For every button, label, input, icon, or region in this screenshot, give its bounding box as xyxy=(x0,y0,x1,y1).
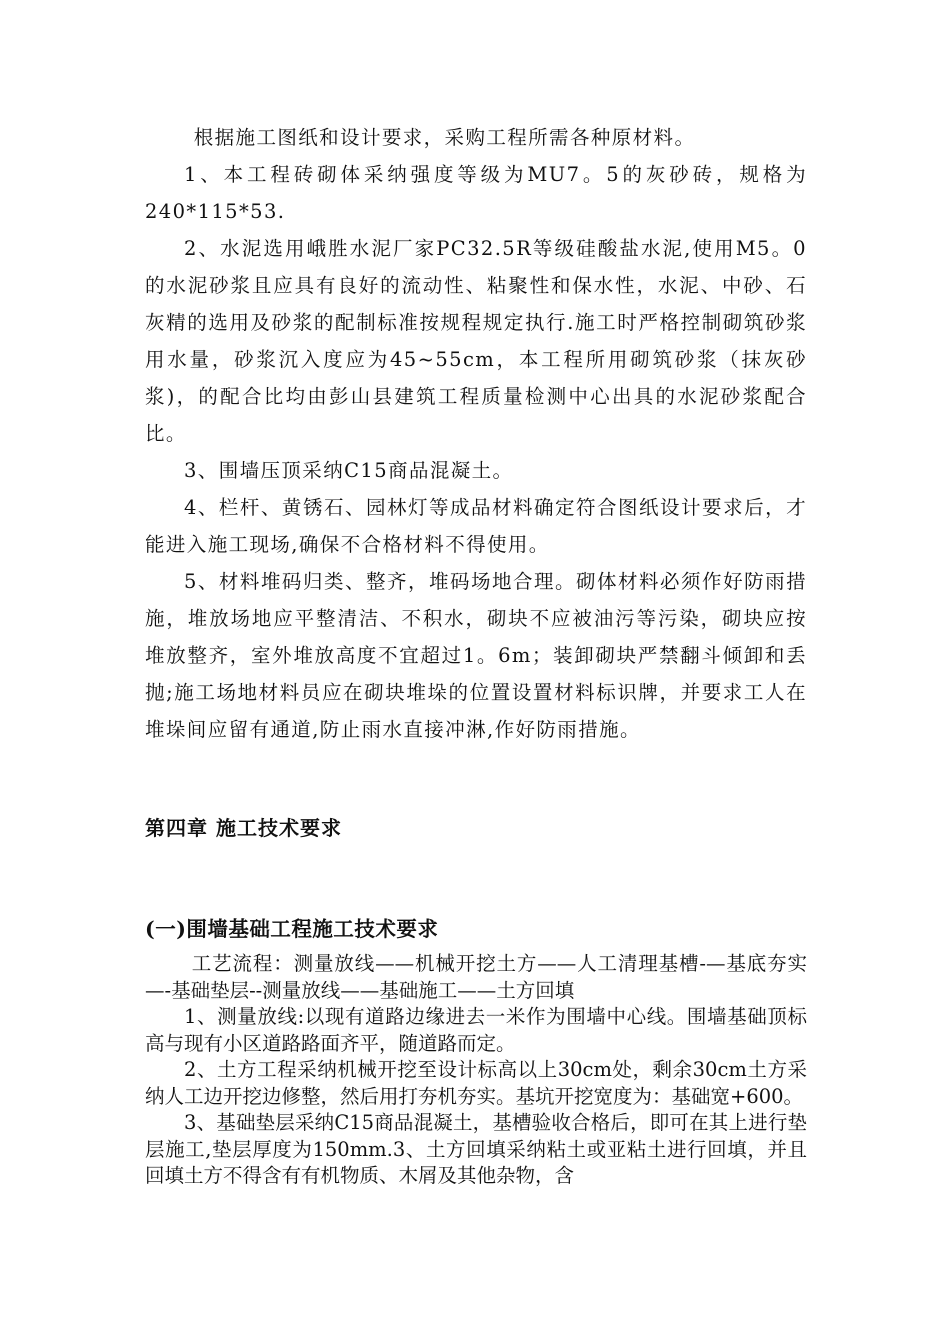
material-stacking-paragraph: 5、材料堆码归类、整齐，堆码场地合理。砌体材料必须作好防雨措施，堆放场地应平整清洁、不积水，砌块不应被油污等污染，砌块应按堆放整齐，室外堆放高度不宜超过1。6m；装卸砌块严禁翻斗倾卸和丢抛;施工场地材料员应在砌块堆垛的位置设置材料标识牌，并要求工人在堆垛间应留有通道,防止雨水直接冲淋,作好防雨措施。 xyxy=(145,570,807,741)
earthwork-paragraph: 2、土方工程采纳机械开挖至设计标高以上30cm处，剩余30cm土方采纳人工边开挖边修整，然后用打夯机夯实。基坑开挖宽度为：基础宽+600。 xyxy=(145,1058,807,1108)
process-flow-paragraph: 工艺流程：测量放线——机械开挖土方——人工清理基槽-—基底夯实—-基础垫层--测量放线——基础施工——土方回填 xyxy=(145,952,807,1002)
cushion-backfill-paragraph: 3、基础垫层采纳C15商品混凝土，基槽验收合格后，即可在其上进行垫层施工,垫层厚度为150mm.3、土方回填采纳粘土或亚粘土进行回填，并且回填土方不得含有有机物质、木屑及其他杂物，含 xyxy=(145,1111,807,1187)
survey-layout-paragraph: 1、测量放线:以现有道路边缘进去一米作为围墙中心线。围墙基础顶标高与现有小区道路路面齐平，随道路而定。 xyxy=(145,1005,807,1055)
foundation-section xyxy=(145,951,807,1190)
brick-spec-paragraph: 1、本工程砖砌体采纳强度等级为MU7。5的灰砂砖，规格为240*115*53. xyxy=(145,163,807,223)
chapter-title: 第四章 施工技术要求 xyxy=(145,816,342,840)
cement-mortar-paragraph: 2、水泥选用峨胜水泥厂家PC32.5R等级硅酸盐水泥,使用M5。0的水泥砂浆且应具有良好的流动性、粘聚性和保水性，水泥、中砂、石灰精的选用及砂浆的配制标准按规程规定执行.施工时严格控制砌筑砂浆用水量，砂浆沉入度应为45~55cm，本工程所用砌筑砂浆（抹灰砂浆)，的配合比均由彭山县建筑工程质量检测中心出具的水泥砂浆配合比。 xyxy=(145,237,807,445)
section-title: (一)围墙基础工程施工技术要求 xyxy=(145,917,439,941)
coping-concrete-paragraph: 3、围墙压顶采纳C15商品混凝土。 xyxy=(184,459,514,482)
materials-section xyxy=(145,119,807,748)
finished-materials-paragraph: 4、栏杆、黄锈石、园林灯等成品材料确定符合图纸设计要求后，才能进入施工现场,确保不合格材料不得使用。 xyxy=(145,496,807,556)
materials-intro-paragraph: 根据施工图纸和设计要求，采购工程所需各种原材料。 xyxy=(193,126,696,149)
